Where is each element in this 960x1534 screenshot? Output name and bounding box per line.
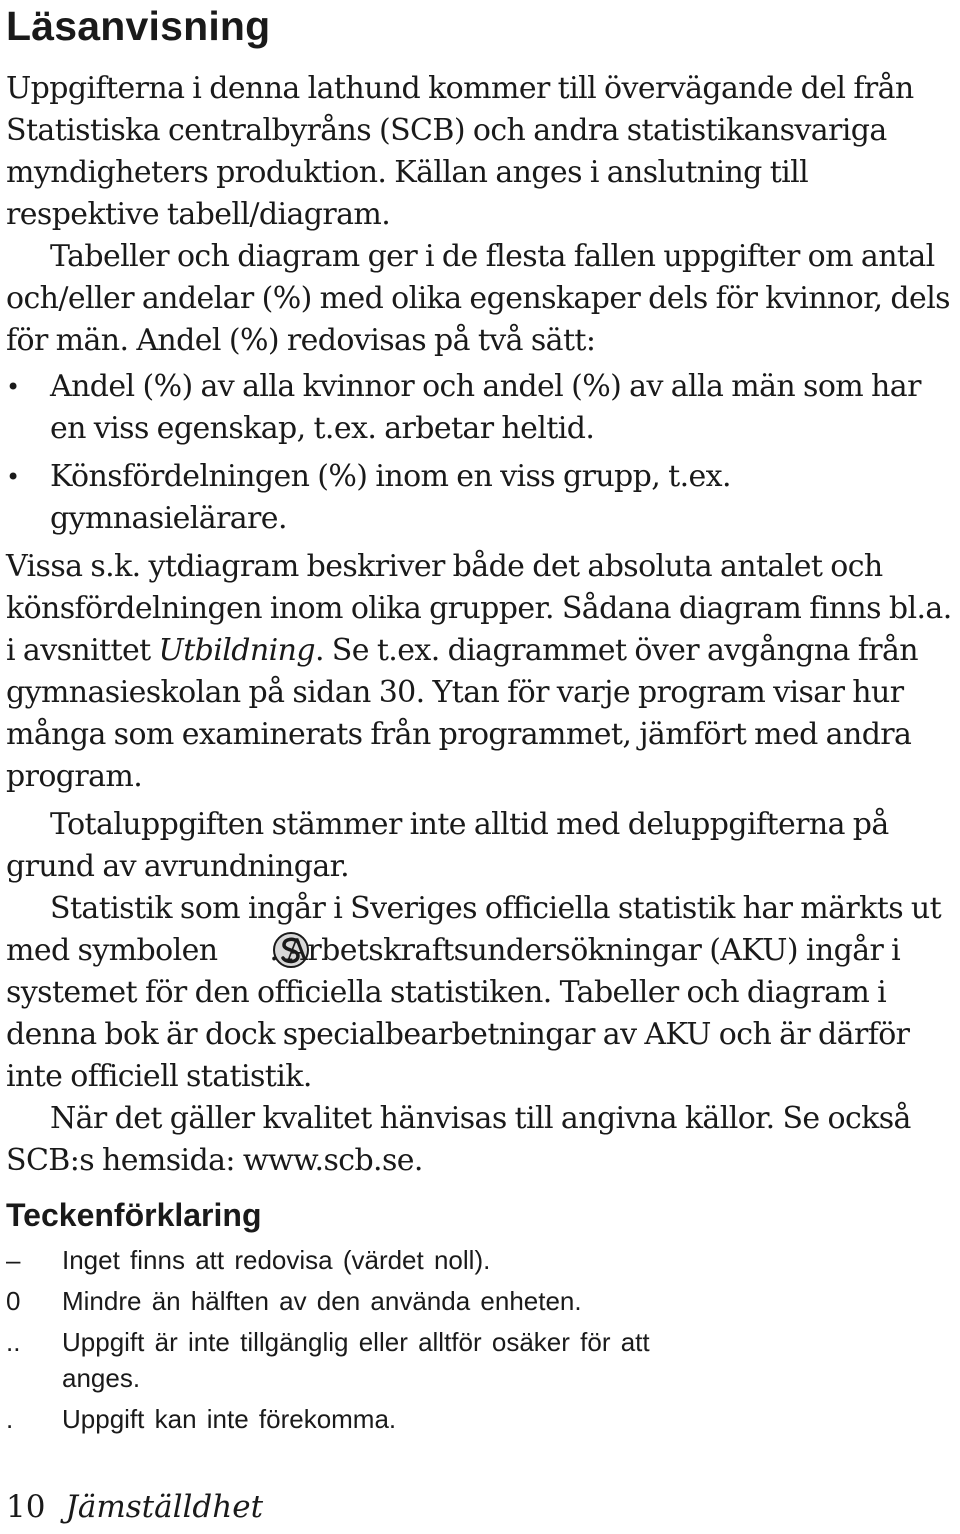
legend-symbol: .. [6,1327,21,1357]
page-footer [6,1486,263,1528]
legend-heading: Teckenförklaring [6,1197,262,1233]
legend-row [6,1283,906,1319]
book-title: Jämställdhet [65,1489,264,1525]
legend-symbol: 0 [6,1286,21,1316]
paragraph-text: Vissa s.k. ytdiagram beskriver både det absoluta antalet och könsfördelningen inom olika grupper. Sådana diagram finns bl.a. i avsnittet [6,549,952,668]
share-methods-list [6,366,960,540]
legend-description: Inget finns att redovisa (värdet noll). [62,1245,491,1275]
legend-symbol: – [6,1245,21,1275]
list-item-text: Könsfördelningen (%) inom en viss grupp, t.ex. gymnasielärare. [50,459,731,536]
bullet-icon: • [6,373,20,401]
bullet-icon: • [6,463,20,491]
paragraph-text: . Arbetskraftsundersökningar (AKU) ingår i systemet för den officiella statistiken. Tabeller och diagram i denna bok är dock specialbearbetningar av AKU och är därför inte officiell statistik. [6,933,910,1094]
paragraph-rounding: Totaluppgiften stämmer inte alltid med deluppgifterna på grund av avrundningar. [6,807,889,884]
legend-description: Uppgift kan inte förekomma. [62,1404,397,1434]
legend-symbol: . [6,1404,14,1434]
list-item [6,366,960,450]
paragraph-text: Statistik som ingår i Sveriges officiella statistik har märkts ut med symbolen [6,891,942,968]
paragraph-quality: När det gäller kvalitet hänvisas till angivna källor. Se också SCB:s hemsida: www.scb.se. [6,1101,911,1178]
legend-description: Uppgift är inte tillgänglig eller alltför osäker för att anges. [62,1327,650,1393]
legend-row [6,1242,906,1278]
reading-guide-body [6,68,960,1182]
page-heading: Läsanvisning [6,3,271,49]
section-reference: Utbildning [158,633,315,668]
legend-row [6,1324,702,1396]
legend-row [6,1401,906,1437]
legend-description: Mindre än hälften av den använda enheten. [62,1286,582,1316]
paragraph-official-statistics [6,888,960,1098]
official-statistics-s-icon [227,930,267,970]
list-item [6,456,960,540]
page-number: 10 [6,1489,46,1525]
symbol-legend [6,1242,906,1442]
paragraph-text: . Se t.ex. diagrammet över avgångna från gymnasieskolan på sidan 30. Ytan för varje program visar hur många som examinerats från programmet, jämfört med andra program. [6,633,919,794]
paragraph-tables: Tabeller och diagram ger i de flesta fallen uppgifter om antal och/eller andelar (%) med olika egenskaper dels för kvinnor, dels för män. Andel (%) redovisas på två sätt: [6,239,950,358]
paragraph-sources: Uppgifterna i denna lathund kommer till övervägande del från Statistiska centralbyråns (SCB) och andra statistikansvariga myndigheters produktion. Källan anges i anslutning till respektive tabell/diagram. [6,71,914,232]
paragraph-area-charts [6,546,960,798]
list-item-text: Andel (%) av alla kvinnor och andel (%) av alla män som har en viss egenskap, t.ex. arbetar heltid. [50,369,921,446]
